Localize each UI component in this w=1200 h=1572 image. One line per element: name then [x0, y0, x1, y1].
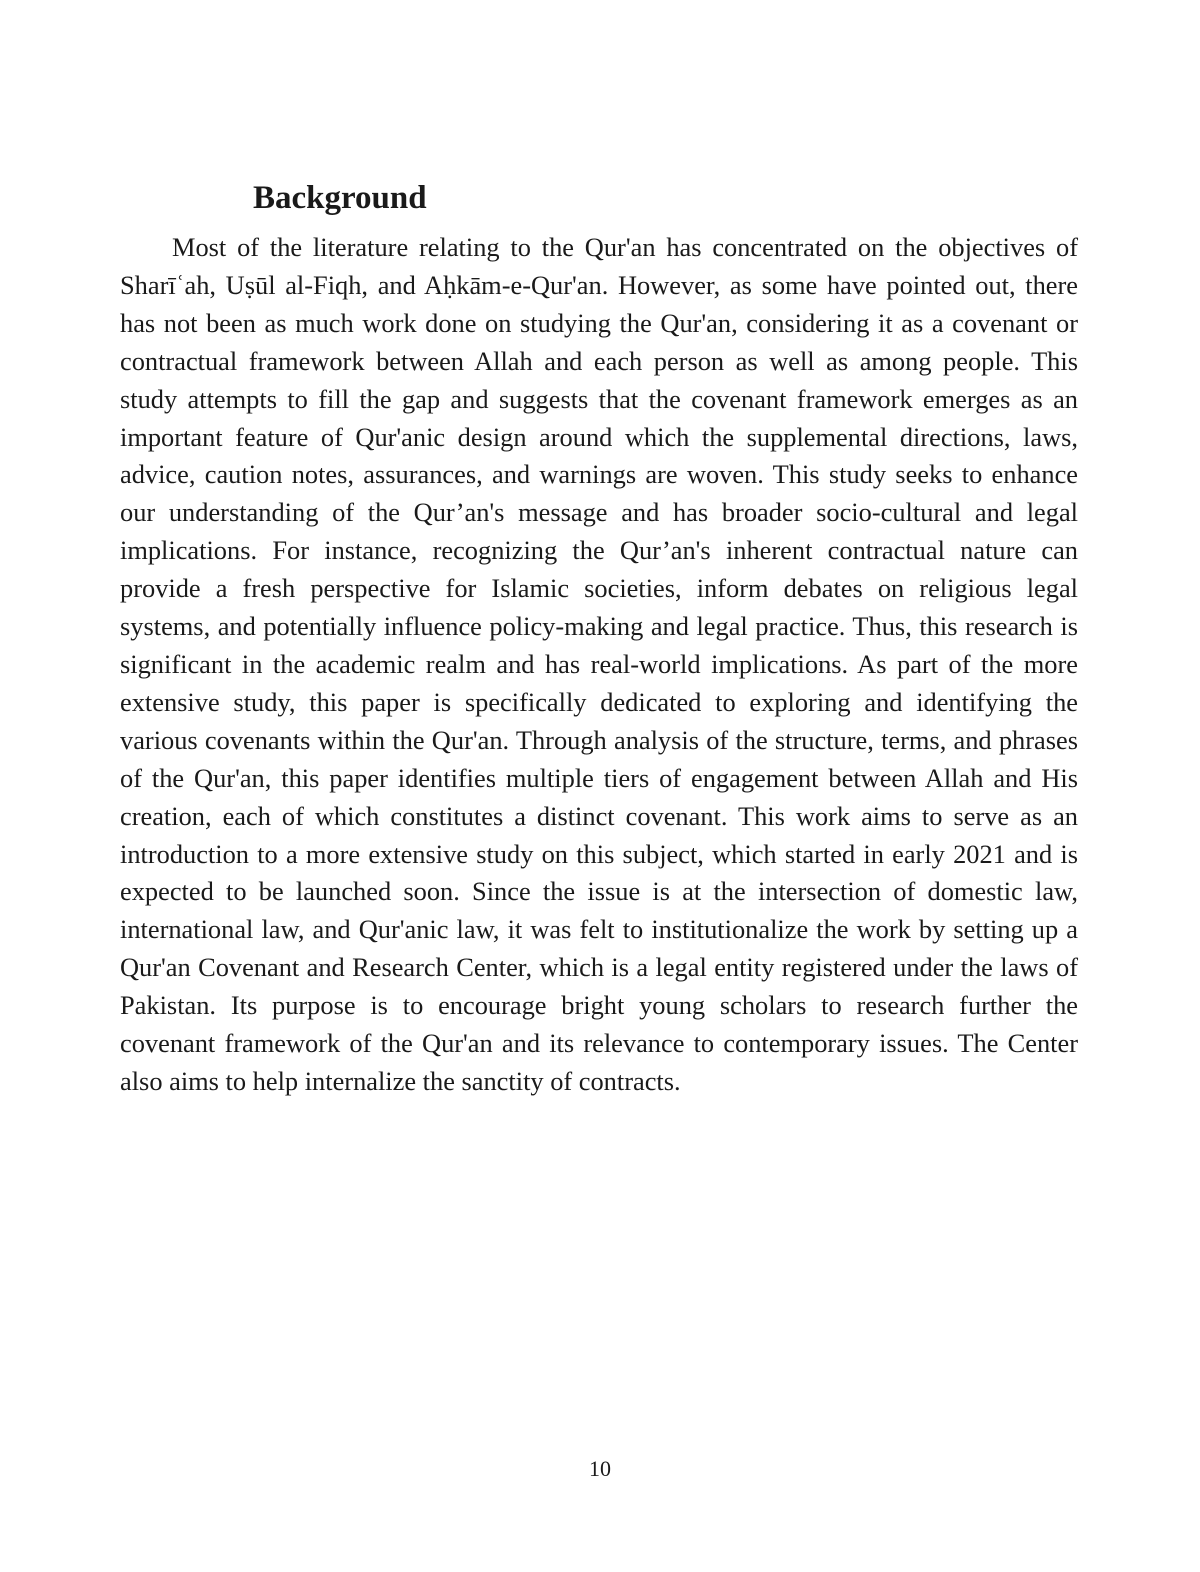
body-paragraph: Most of the literature relating to the Qur'an has concentrated on the objectives of Sharīʿah, Uṣūl al-Fiqh, and Aḥkām-e-Qur'an. However, as some have pointed out, there has not been as much work done on studying the Qur'an, considering it as a covenant or contractual framework between Allah and each person as well as among people. This study attempts to fill the gap and suggests that the covenant framework emerges as an important feature of Qur'anic design around which the supplemental directions, laws, advice, caution notes, assurances, and warnings are woven. This study seeks to enhance our understanding of the Qur’an's message and has broader socio-cultural and legal implications. For instance, recognizing the Qur’an's inherent contractual nature can provide a fresh perspective for Islamic societies, inform debates on religious legal systems, and potentially influence policy-making and legal practice. Thus, this research is significant in the academic realm and has real-world implications. As part of the more extensive study, this paper is specifically dedicated to exploring and identifying the various covenants within the Qur'an. Through analysis of the structure, terms, and phrases of the Qur'an, this paper identifies multiple tiers of engagement between Allah and His creation, each of which constitutes a distinct covenant. This work aims to serve as an introduction to a more extensive study on this subject, which started in early 2021 and is expected to be launched soon. Since the issue is at the intersection of domestic law, international law, and Qur'anic law, it was felt to institutionalize the work by setting up a Qur'an Covenant and Research Center, which is a legal entity registered under the laws of Pakistan. Its purpose is to encourage bright young scholars to research further the covenant framework of the Qur'an and its relevance to contemporary issues. The Center also aims to help internalize the sanctity of contracts. — [120, 232, 1078, 1096]
page-number: 10 — [589, 1456, 611, 1481]
section-heading: Background — [253, 180, 427, 216]
